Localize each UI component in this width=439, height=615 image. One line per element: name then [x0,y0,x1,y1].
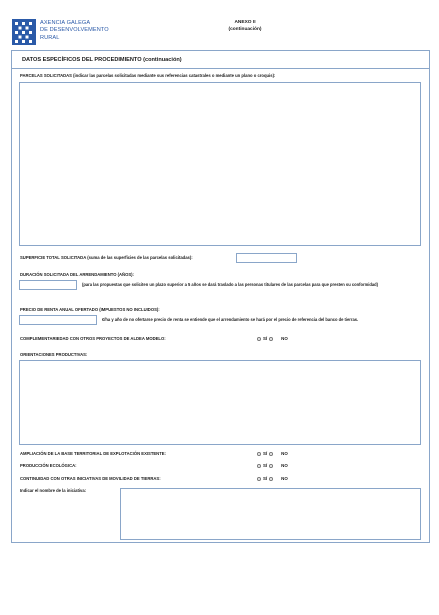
continuidad-label: CONTINUIDAD CON OTRAS INICIATIVAS DE MOVILIDAD DE TIERRAS: [20,476,161,481]
ampliacion-no-radio[interactable] [269,452,273,456]
complementariedad-no-radio[interactable] [269,337,273,341]
complementariedad-si-radio[interactable] [257,337,261,341]
ampliacion-label: AMPLIACIÓN DE LA BASE TERRITORIAL DE EXPLOTACIÓN EXISTENTE: [20,451,166,456]
duracion-label: DURACIÓN SOLICITADA DEL ARRENDAMIENTO (AÑOS): [20,272,134,277]
produccion-options [257,463,288,468]
orientaciones-textarea[interactable] [19,360,421,445]
complementariedad-label: COMPLEMENTARIEDAD CON OTROS PROYECTOS DE ALDEA MODELO: [20,336,166,341]
precio-label: PRECIO DE RENTA ANUAL OFERTADO (IMPUESTOS NO INCLUIDOS): [20,307,160,312]
continuidad-no-label: NO [281,476,288,481]
produccion-label: PRODUCCIÓN ECOLÓGICA: [20,463,77,468]
iniciativa-textarea[interactable] [120,488,421,540]
produccion-no-label: NO [281,463,288,468]
agency-name-line3: RURAL [40,34,60,41]
complementariedad-si-label: SÍ [263,336,268,341]
produccion-si-label: SÍ [263,463,268,468]
produccion-no-radio[interactable] [269,464,273,468]
continuidad-no-radio[interactable] [269,477,273,481]
parcelas-textarea[interactable] [19,82,421,246]
continuidad-si-label: SÍ [263,476,268,481]
duracion-note: (para las propuestas que soliciten un plazo superior a 5 años se dará traslado a las personas titulares de las parcelas para que presten su conformidad) [82,282,378,287]
agency-name [40,20,109,42]
ampliacion-si-label: SÍ [263,451,268,456]
agency-name-line1: AXENCIA GALEGA [40,20,91,26]
continuidad-si-radio[interactable] [257,477,261,481]
precio-note: €/ha y año de no ofertarse precio de renta se entiende que el arrendamiento se hará por el precio de referencia del banco de tierras. [102,317,359,322]
superficie-label: SUPERFICIE TOTAL SOLICITADA (suma de las superficies de las parcelas solicitadas): [20,255,193,260]
superficie-input[interactable] [236,253,297,263]
iniciativa-label: Indicar el nombre de la iniciativa: [20,488,87,493]
ampliacion-no-label: NO [281,451,288,456]
section-title: DATOS ESPECÍFICOS DEL PROCEDIMIENTO (continuación) [22,57,182,63]
complementariedad-no-label: NO [281,336,288,341]
orientaciones-label: ORIENTACIONES PRODUCTIVAS: [20,352,88,357]
xunta-logo-icon [12,19,36,45]
complementariedad-options [257,336,288,341]
parcelas-label: PARCELAS SOLICITADAS (indicar las parcelas solicitadas mediante sus referencias catastrales o mediante un plano o croquis): [20,73,276,78]
ampliacion-si-radio[interactable] [257,452,261,456]
ampliacion-options [257,451,288,456]
annex-title: ANEXO II [234,20,256,25]
annex-heading [205,19,285,33]
produccion-si-radio[interactable] [257,464,261,468]
agency-name-line2: DE DESENVOLVEMENTO [40,27,109,34]
continuidad-options [257,476,288,481]
annex-subtitle: (continuación) [228,27,262,32]
